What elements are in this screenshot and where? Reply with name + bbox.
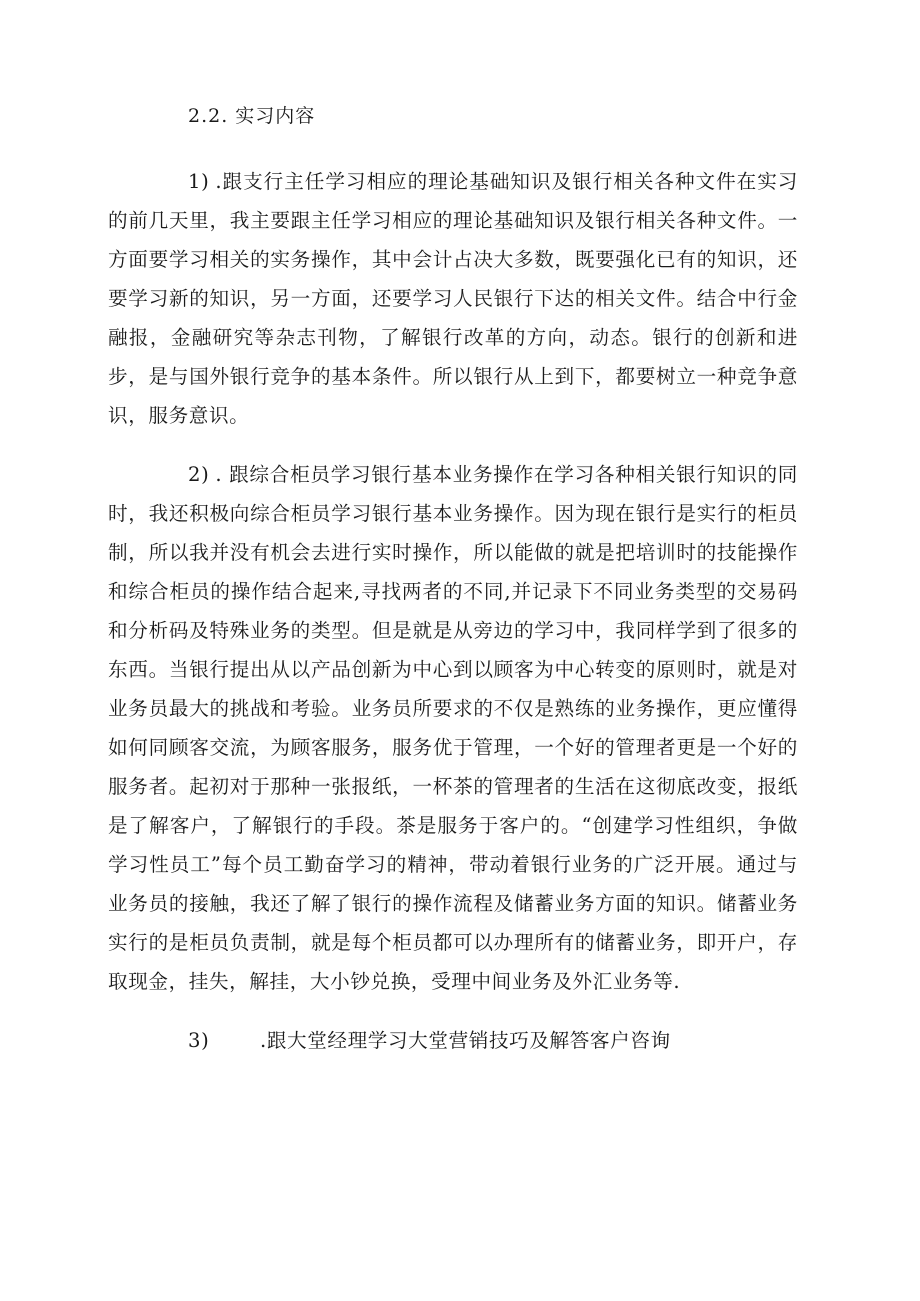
paragraph-item-2 [108,455,798,1001]
paragraph-item-1 [108,162,798,435]
item-number: 2) [188,463,210,486]
item-text: .跟大堂经理学习大堂营销技巧及解答客户咨询 [260,1029,671,1052]
section-heading: 2.2. 实习内容 [188,105,316,127]
item-text: .跟支行主任学习相应的理论基础知识及银行相关各种文件在实习的前几天里，我主要跟主任学习相应的理论基础知识及银行相关各种文件。一方面要学习相关的实务操作，其中会计占决大多数，既要强化已有的知识，还要学习新的知识，另一方面，还要学习人民银行下达的相关文件。结合中行金融报，金融研究等杂志刊物，了解银行改革的方向，动态。银行的创新和进步，是与国外银行竞争的基本条件。所以银行从上到下，都要树立一种竞争意识，服务意识。 [108,170,798,427]
paragraph-item-3 [188,1021,798,1060]
item-number: 1) [188,170,210,193]
item-number: 3) [188,1029,210,1052]
document-body [108,96,798,1060]
item-text: . 跟综合柜员学习银行基本业务操作在学习各种相关银行知识的同时，我还积极向综合柜员学习银行基本业务操作。因为现在银行是实行的柜员制，所以我并没有机会去进行实时操作，所以能做的就是把培训时的技能操作和综合柜员的操作结合起来,寻找两者的不同,并记录下不同业务类型的交易码和分析码及特殊业务的类型。但是就是从旁边的学习中，我同样学到了很多的东西。当银行提出从以产品创新为中心到以顾客为中心转变的原则时，就是对业务员最大的挑战和考验。业务员所要求的不仅是熟练的业务操作，更应懂得如何同顾客交流，为顾客服务，服务优于管理，一个好的管理者更是一个好的服务者。起初对于那种一张报纸，一杯茶的管理者的生活在这彻底改变，报纸是了解客户，了解银行的手段。茶是服务于客户的。“创建学习性组织，争做学习性员工”每个员工勤奋学习的精神，带动着银行业务的广泛开展。通过与业务员的接触，我还了解了银行的操作流程及储蓄业务方面的知识。储蓄业务实行的是柜员负责制，就是每个柜员都可以办理所有的储蓄业务，即开户，存取现金，挂失，解挂，大小钞兑换，受理中间业务及外汇业务等. [108,463,798,993]
